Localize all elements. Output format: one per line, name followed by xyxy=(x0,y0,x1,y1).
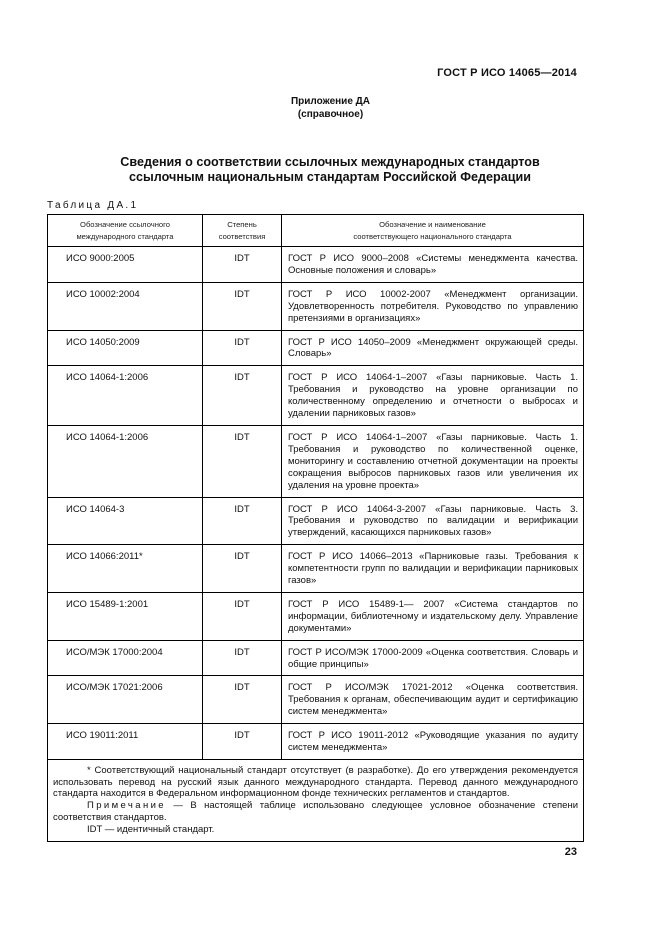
header-line: соответствия xyxy=(218,231,266,241)
national-standard-cell: ГОСТ Р ИСО 10002-2007 «Менеджмент организации. Удовлетворенность потребителя. Руководство по управлению претензиями в организациях» xyxy=(282,282,584,330)
national-standard-cell: ГОСТ Р ИСО/МЭК 17021-2012 «Оценка соответствия. Требования к органам, обеспечивающим аудит и сертификацию систем менеджмента» xyxy=(282,676,584,724)
international-standard-cell: ИСО 14050:2009 xyxy=(48,330,203,366)
note-label: Примечание xyxy=(87,800,166,812)
national-standard-cell: ГОСТ Р ИСО 14066–2013 «Парниковые газы. Требования к компетентности групп по валидации и верификации парниковых газов» xyxy=(282,545,584,593)
degree-cell: IDT xyxy=(203,282,282,330)
table-row xyxy=(48,676,584,724)
national-standard-cell: ГОСТ Р ИСО/МЭК 17000-2009 «Оценка соответствия. Словарь и общие принципы» xyxy=(282,640,584,676)
national-standard-cell: ГОСТ Р ИСО 14064-3-2007 «Газы парниковые. Часть 3. Требования и руководство по валидации и верификации утверждений, касающихся парниковых газов» xyxy=(282,497,584,545)
degree-cell: IDT xyxy=(203,330,282,366)
column-header-degree xyxy=(203,215,282,247)
degree-cell: IDT xyxy=(203,497,282,545)
international-standard-cell: ИСО 19011:2011 xyxy=(48,724,203,760)
degree-cell: IDT xyxy=(203,724,282,760)
degree-cell: IDT xyxy=(203,640,282,676)
national-standard-cell: ГОСТ Р ИСО 14064-1–2007 «Газы парниковые. Часть 1. Требования и руководство на уровне организации по количественному определению и отчетности о выбросах и удалении парниковых газов» xyxy=(282,366,584,426)
degree-cell: IDT xyxy=(203,425,282,497)
international-standard-cell: ИСО/МЭК 17021:2006 xyxy=(48,676,203,724)
degree-cell: IDT xyxy=(203,676,282,724)
degree-cell: IDT xyxy=(203,592,282,640)
degree-cell: IDT xyxy=(203,366,282,426)
header-line: Обозначение и наименование xyxy=(379,219,486,229)
table-row xyxy=(48,592,584,640)
column-header-national xyxy=(282,215,584,247)
header-line: соответствующего национального стандарта xyxy=(353,231,512,241)
page-title xyxy=(60,155,600,185)
national-standard-cell: ГОСТ Р ИСО 19011-2012 «Руководящие указания по аудиту систем менеджмента» xyxy=(282,724,584,760)
idt-definition: IDT — идентичный стандарт. xyxy=(87,823,215,835)
table-footnote xyxy=(48,760,584,842)
document-code: ГОСТ Р ИСО 14065—2014 xyxy=(437,67,577,79)
national-standard-cell: ГОСТ Р ИСО 15489-1— 2007 «Система стандартов по информации, библиотечному и издательскому делу. Управление документами» xyxy=(282,592,584,640)
international-standard-cell: ИСО 9000:2005 xyxy=(48,247,203,283)
appendix-heading xyxy=(0,95,661,121)
international-standard-cell: ИСО 14064-3 xyxy=(48,497,203,545)
table-note xyxy=(53,800,578,823)
table-row xyxy=(48,282,584,330)
international-standard-cell: ИСО 14064-1:2006 xyxy=(48,425,203,497)
header-line: Обозначение ссылочного xyxy=(80,219,170,229)
header-line: Степень xyxy=(227,219,257,229)
table-row xyxy=(48,545,584,593)
page-title-line-2: ссылочным национальным стандартам Российской Федерации xyxy=(129,170,531,184)
table-row xyxy=(48,330,584,366)
national-standard-cell: ГОСТ Р ИСО 9000–2008 «Системы менеджмента качества. Основные положения и словарь» xyxy=(282,247,584,283)
column-header-international xyxy=(48,215,203,247)
table-label: Таблица ДА.1 xyxy=(47,200,139,211)
table-header-row xyxy=(48,215,584,247)
degree-cell: IDT xyxy=(203,247,282,283)
table-row xyxy=(48,497,584,545)
page-title-line-1: Сведения о соответствии ссылочных международных стандартов xyxy=(120,155,540,169)
note-text: — В настоящей таблице использовано следующее условное обозначение степени соответствия стандартов. xyxy=(53,800,578,823)
header-line: международного стандарта xyxy=(76,231,174,241)
appendix-title: Приложение ДА xyxy=(290,96,371,107)
national-standard-cell: ГОСТ Р ИСО 14064-1–2007 «Газы парниковые. Часть 1. Требования и руководство по количественной оценке, мониторингу и составлению отчетной документации на проекты сокращения выбросов парниковых газов или увеличения их удаления на уровне проекта» xyxy=(282,425,584,497)
correspondence-table xyxy=(47,214,584,842)
table-row xyxy=(48,247,584,283)
table-row xyxy=(48,366,584,426)
table-row xyxy=(48,724,584,760)
international-standard-cell: ИСО 14064-1:2006 xyxy=(48,366,203,426)
table-footnote-row xyxy=(48,760,584,842)
appendix-subtitle: (справочное) xyxy=(297,109,364,120)
degree-cell: IDT xyxy=(203,545,282,593)
national-standard-cell: ГОСТ Р ИСО 14050–2009 «Менеджмент окружающей среды. Словарь» xyxy=(282,330,584,366)
international-standard-cell: ИСО 14066:2011* xyxy=(48,545,203,593)
international-standard-cell: ИСО 10002:2004 xyxy=(48,282,203,330)
footnote-star: * Соответствующий национальный стандарт отсутствует (в разработке). До его утверждения рекомендуется использовать перевод на русский язык данного международного стандарта. Перевод данного международного стандарта находится в Федеральном информационном фонде технических регламентов и стандартов. xyxy=(53,765,578,800)
table-row xyxy=(48,640,584,676)
international-standard-cell: ИСО/МЭК 17000:2004 xyxy=(48,640,203,676)
page-number: 23 xyxy=(564,846,577,858)
table-row xyxy=(48,425,584,497)
international-standard-cell: ИСО 15489-1:2001 xyxy=(48,592,203,640)
